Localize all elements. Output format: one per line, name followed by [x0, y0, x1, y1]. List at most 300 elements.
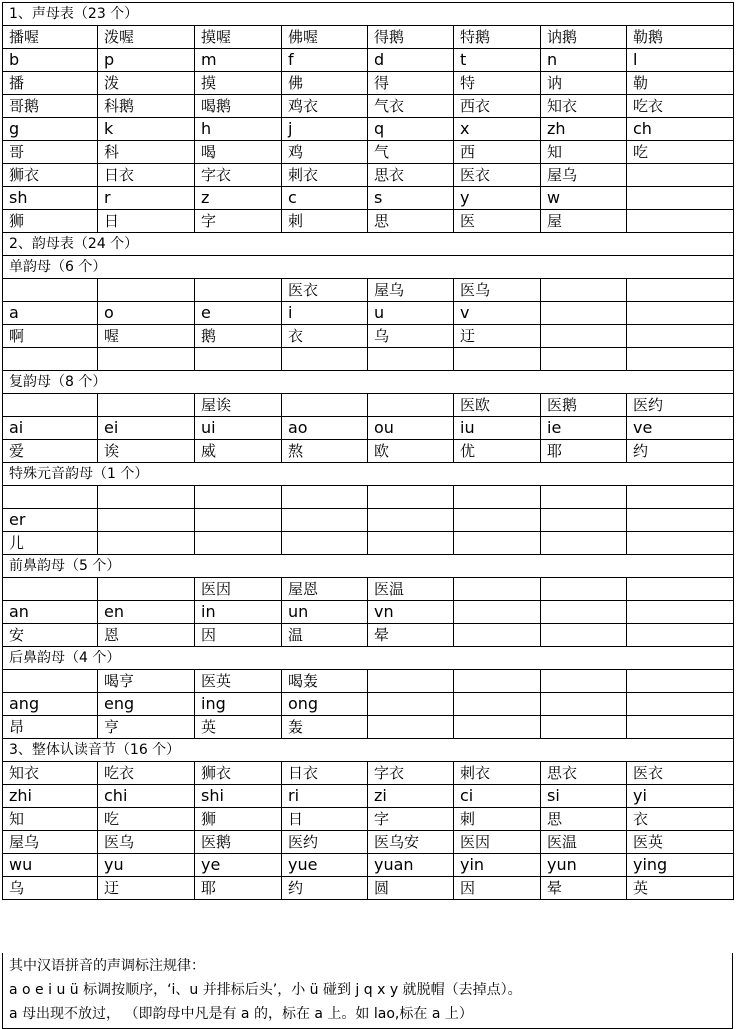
hanzi-cell — [627, 279, 734, 302]
hanzi-cell: 得 — [368, 72, 454, 95]
hanzi-cell: 温 — [282, 624, 368, 647]
hanzi-cell: 因 — [454, 877, 541, 900]
pinyin-cell: ve — [627, 417, 734, 440]
hanzi-cell — [454, 486, 541, 509]
hanzi-cell: 科 — [98, 141, 195, 164]
notes-heading: 其中汉语拼音的声调标注规律： — [9, 958, 205, 974]
pinyin-cell — [627, 187, 734, 210]
pinyin-row — [3, 693, 734, 716]
hanzi-cell — [454, 670, 541, 693]
hanzi-cell — [368, 348, 454, 371]
pinyin-cell: zhi — [3, 785, 98, 808]
hanzi-cell: 晕 — [368, 624, 454, 647]
hanzi-cell: 喝 — [195, 141, 282, 164]
hanzi-cell: 医鹅 — [195, 831, 282, 854]
pinyin-cell — [541, 302, 627, 325]
hanzi-cell: 西 — [454, 141, 541, 164]
pinyin-cell: ie — [541, 417, 627, 440]
hanzi-row — [3, 877, 734, 900]
pinyin-cell: ou — [368, 417, 454, 440]
section-title: 2、韵母表（24 个） — [3, 233, 734, 256]
pinyin-cell — [627, 601, 734, 624]
hanzi-cell: 安 — [3, 624, 98, 647]
hanzi-cell: 特 — [454, 72, 541, 95]
pinyin-cell — [627, 302, 734, 325]
hanzi-cell — [368, 670, 454, 693]
pinyin-cell — [541, 693, 627, 716]
pinyin-cell: i — [282, 302, 368, 325]
hanzi-cell: 知 — [541, 141, 627, 164]
pinyin-cell — [454, 509, 541, 532]
hanzi-row — [3, 486, 734, 509]
hanzi-cell: 思 — [541, 808, 627, 831]
hanzi-cell: 屋恩 — [282, 578, 368, 601]
pinyin-cell: in — [195, 601, 282, 624]
pinyin-cell: b — [3, 49, 98, 72]
pinyin-cell: yu — [98, 854, 195, 877]
pinyin-cell: ai — [3, 417, 98, 440]
hanzi-cell: 勒鹅 — [627, 26, 734, 49]
hanzi-cell — [282, 348, 368, 371]
hanzi-cell: 乌 — [3, 877, 98, 900]
hanzi-cell: 鸡衣 — [282, 95, 368, 118]
pinyin-cell — [627, 509, 734, 532]
hanzi-cell: 勒 — [627, 72, 734, 95]
hanzi-cell: 晕 — [541, 877, 627, 900]
hanzi-cell: 哥 — [3, 141, 98, 164]
hanzi-cell: 泼喔 — [98, 26, 195, 49]
hanzi-cell: 得鹅 — [368, 26, 454, 49]
subsection-header-row — [3, 256, 734, 279]
hanzi-cell: 特鹅 — [454, 26, 541, 49]
hanzi-cell: 英 — [195, 716, 282, 739]
pinyin-cell: f — [282, 49, 368, 72]
hanzi-cell — [195, 532, 282, 555]
pinyin-row — [3, 118, 734, 141]
hanzi-cell — [282, 486, 368, 509]
hanzi-cell: 吃衣 — [98, 762, 195, 785]
pinyin-cell: n — [541, 49, 627, 72]
hanzi-cell: 刺衣 — [454, 762, 541, 785]
hanzi-cell: 医乌 — [98, 831, 195, 854]
hanzi-cell: 屋 — [541, 210, 627, 233]
hanzi-cell — [541, 279, 627, 302]
hanzi-cell — [541, 624, 627, 647]
hanzi-cell: 刺衣 — [282, 164, 368, 187]
hanzi-cell — [3, 394, 98, 417]
hanzi-cell: 佛 — [282, 72, 368, 95]
hanzi-row — [3, 72, 734, 95]
hanzi-row — [3, 348, 734, 371]
hanzi-cell — [3, 279, 98, 302]
hanzi-cell: 喝亨 — [98, 670, 195, 693]
hanzi-cell: 狮衣 — [3, 164, 98, 187]
hanzi-cell: 讷 — [541, 72, 627, 95]
hanzi-cell: 医因 — [454, 831, 541, 854]
section-title: 3、整体认读音节（16 个） — [3, 739, 734, 762]
pinyin-row — [3, 49, 734, 72]
hanzi-row — [3, 831, 734, 854]
pinyin-cell: shi — [195, 785, 282, 808]
hanzi-cell — [282, 532, 368, 555]
hanzi-row — [3, 440, 734, 463]
hanzi-row — [3, 141, 734, 164]
hanzi-row — [3, 279, 734, 302]
hanzi-cell: 医欧 — [454, 394, 541, 417]
hanzi-cell: 思衣 — [368, 164, 454, 187]
hanzi-cell — [3, 578, 98, 601]
pinyin-cell: chi — [98, 785, 195, 808]
pinyin-cell: yin — [454, 854, 541, 877]
hanzi-cell — [195, 348, 282, 371]
hanzi-cell — [627, 532, 734, 555]
hanzi-cell — [368, 486, 454, 509]
subsection-header-row — [3, 555, 734, 578]
hanzi-cell: 播 — [3, 72, 98, 95]
hanzi-cell: 刺 — [454, 808, 541, 831]
hanzi-cell: 知衣 — [3, 762, 98, 785]
subsection-header-row — [3, 371, 734, 394]
pinyin-cell: vn — [368, 601, 454, 624]
pinyin-cell — [541, 601, 627, 624]
hanzi-cell: 气 — [368, 141, 454, 164]
hanzi-row — [3, 325, 734, 348]
hanzi-cell: 衣 — [627, 808, 734, 831]
hanzi-cell: 讷鹅 — [541, 26, 627, 49]
pinyin-cell — [627, 693, 734, 716]
hanzi-cell — [541, 532, 627, 555]
hanzi-cell — [98, 394, 195, 417]
pinyin-cell: k — [98, 118, 195, 141]
pinyin-cell: r — [98, 187, 195, 210]
pinyin-cell: o — [98, 302, 195, 325]
hanzi-cell: 西衣 — [454, 95, 541, 118]
hanzi-cell: 喝鹅 — [195, 95, 282, 118]
hanzi-row — [3, 762, 734, 785]
hanzi-cell: 医温 — [541, 831, 627, 854]
hanzi-cell: 泼 — [98, 72, 195, 95]
hanzi-cell: 吃衣 — [627, 95, 734, 118]
pinyin-cell: un — [282, 601, 368, 624]
hanzi-cell: 威 — [195, 440, 282, 463]
pinyin-cell — [368, 509, 454, 532]
section-title: 1、声母表（23 个） — [3, 3, 734, 26]
pinyin-cell: h — [195, 118, 282, 141]
subsection-title: 复韵母（8 个） — [3, 371, 734, 394]
hanzi-cell: 耶 — [195, 877, 282, 900]
hanzi-cell: 医衣 — [282, 279, 368, 302]
hanzi-cell: 狮衣 — [195, 762, 282, 785]
pinyin-cell: l — [627, 49, 734, 72]
pinyin-cell: u — [368, 302, 454, 325]
pinyin-cell: s — [368, 187, 454, 210]
hanzi-cell: 刺 — [282, 210, 368, 233]
hanzi-cell — [282, 394, 368, 417]
hanzi-cell — [98, 348, 195, 371]
hanzi-cell — [98, 532, 195, 555]
hanzi-cell: 吃 — [98, 808, 195, 831]
hanzi-row — [3, 26, 734, 49]
hanzi-cell: 狮 — [195, 808, 282, 831]
hanzi-cell — [368, 716, 454, 739]
pinyin-cell: z — [195, 187, 282, 210]
pinyin-cell: q — [368, 118, 454, 141]
hanzi-cell: 屋乌 — [368, 279, 454, 302]
hanzi-cell: 恩 — [98, 624, 195, 647]
hanzi-cell — [541, 486, 627, 509]
hanzi-cell — [454, 532, 541, 555]
pinyin-cell — [454, 693, 541, 716]
pinyin-cell: yun — [541, 854, 627, 877]
hanzi-cell — [98, 486, 195, 509]
hanzi-cell: 医 — [454, 210, 541, 233]
hanzi-row — [3, 532, 734, 555]
hanzi-cell — [541, 578, 627, 601]
hanzi-cell: 屋乌 — [541, 164, 627, 187]
hanzi-cell — [3, 348, 98, 371]
pinyin-cell — [282, 509, 368, 532]
hanzi-cell: 医因 — [195, 578, 282, 601]
pinyin-row — [3, 785, 734, 808]
pinyin-cell: en — [98, 601, 195, 624]
hanzi-row — [3, 164, 734, 187]
hanzi-cell — [627, 325, 734, 348]
hanzi-cell — [541, 325, 627, 348]
pinyin-cell: er — [3, 509, 98, 532]
hanzi-cell: 诶 — [98, 440, 195, 463]
hanzi-cell — [627, 348, 734, 371]
hanzi-cell: 乌 — [368, 325, 454, 348]
pinyin-cell: m — [195, 49, 282, 72]
subsection-title: 特殊元音韵母（1 个） — [3, 463, 734, 486]
hanzi-cell: 吃 — [627, 141, 734, 164]
hanzi-cell — [541, 348, 627, 371]
hanzi-cell — [98, 279, 195, 302]
pinyin-cell: ye — [195, 854, 282, 877]
hanzi-cell — [454, 624, 541, 647]
pinyin-row — [3, 854, 734, 877]
hanzi-cell: 啊 — [3, 325, 98, 348]
hanzi-cell — [627, 486, 734, 509]
pinyin-cell: ying — [627, 854, 734, 877]
hanzi-cell: 优 — [454, 440, 541, 463]
pinyin-cell: an — [3, 601, 98, 624]
notes-rule-line: a o e i u ü 标调按顺序，‘i、u 并排标后头’，小 ü 碰到 j q x y 就脱帽（去掉点）。 — [9, 982, 522, 998]
pinyin-cell: yi — [627, 785, 734, 808]
hanzi-cell: 字 — [195, 210, 282, 233]
hanzi-cell: 哥鹅 — [3, 95, 98, 118]
hanzi-cell: 字 — [368, 808, 454, 831]
pinyin-cell: x — [454, 118, 541, 141]
hanzi-cell: 医约 — [282, 831, 368, 854]
pinyin-cell: a — [3, 302, 98, 325]
hanzi-cell: 医英 — [627, 831, 734, 854]
hanzi-cell: 医约 — [627, 394, 734, 417]
pinyin-cell: iu — [454, 417, 541, 440]
hanzi-cell: 医衣 — [627, 762, 734, 785]
tone-rules-notes — [2, 953, 733, 1029]
pinyin-cell: sh — [3, 187, 98, 210]
pinyin-row — [3, 509, 734, 532]
hanzi-cell: 迂 — [98, 877, 195, 900]
hanzi-cell — [627, 210, 734, 233]
pinyin-cell: g — [3, 118, 98, 141]
pinyin-cell: wu — [3, 854, 98, 877]
pinyin-cell: j — [282, 118, 368, 141]
hanzi-cell: 衣 — [282, 325, 368, 348]
hanzi-cell — [454, 348, 541, 371]
pinyin-cell: ch — [627, 118, 734, 141]
hanzi-cell: 摸喔 — [195, 26, 282, 49]
hanzi-cell — [627, 578, 734, 601]
hanzi-cell — [3, 670, 98, 693]
hanzi-row — [3, 716, 734, 739]
hanzi-cell: 佛喔 — [282, 26, 368, 49]
hanzi-cell — [627, 624, 734, 647]
pinyin-cell: ong — [282, 693, 368, 716]
hanzi-cell: 英 — [627, 877, 734, 900]
pinyin-cell — [454, 601, 541, 624]
hanzi-cell: 日衣 — [98, 164, 195, 187]
hanzi-cell: 医乌安 — [368, 831, 454, 854]
subsection-title: 前鼻韵母（5 个） — [3, 555, 734, 578]
pinyin-cell: d — [368, 49, 454, 72]
hanzi-cell: 亨 — [98, 716, 195, 739]
pinyin-cell: si — [541, 785, 627, 808]
hanzi-cell: 鹅 — [195, 325, 282, 348]
pinyin-cell: ri — [282, 785, 368, 808]
hanzi-cell — [541, 670, 627, 693]
pinyin-cell — [98, 509, 195, 532]
hanzi-row — [3, 95, 734, 118]
hanzi-cell: 日 — [282, 808, 368, 831]
hanzi-cell: 摸 — [195, 72, 282, 95]
hanzi-cell: 知衣 — [541, 95, 627, 118]
notes-rule-line: a 母出现不放过， （即韵母中凡是有 a 的，标在 a 上。如 lao,标在 a 上） — [9, 1006, 473, 1022]
pinyin-cell: ao — [282, 417, 368, 440]
hanzi-cell: 喔 — [98, 325, 195, 348]
hanzi-cell — [541, 716, 627, 739]
hanzi-cell: 圆 — [368, 877, 454, 900]
pinyin-cell: v — [454, 302, 541, 325]
pinyin-cell: t — [454, 49, 541, 72]
section-header-row — [3, 739, 734, 762]
pinyin-chart-table — [2, 2, 734, 900]
hanzi-cell: 思 — [368, 210, 454, 233]
hanzi-cell — [368, 394, 454, 417]
pinyin-row — [3, 417, 734, 440]
pinyin-cell: c — [282, 187, 368, 210]
pinyin-cell: yue — [282, 854, 368, 877]
pinyin-cell: p — [98, 49, 195, 72]
hanzi-row — [3, 624, 734, 647]
hanzi-cell: 思衣 — [541, 762, 627, 785]
subsection-header-row — [3, 647, 734, 670]
hanzi-cell: 日 — [98, 210, 195, 233]
pinyin-cell: yuan — [368, 854, 454, 877]
hanzi-cell: 熬 — [282, 440, 368, 463]
hanzi-cell — [368, 532, 454, 555]
pinyin-cell: ang — [3, 693, 98, 716]
hanzi-cell — [627, 670, 734, 693]
hanzi-cell: 狮 — [3, 210, 98, 233]
pinyin-row — [3, 302, 734, 325]
hanzi-cell — [195, 279, 282, 302]
pinyin-cell: y — [454, 187, 541, 210]
hanzi-cell — [98, 578, 195, 601]
pinyin-cell: e — [195, 302, 282, 325]
hanzi-row — [3, 808, 734, 831]
hanzi-cell: 知 — [3, 808, 98, 831]
hanzi-cell: 儿 — [3, 532, 98, 555]
hanzi-row — [3, 210, 734, 233]
hanzi-cell: 昂 — [3, 716, 98, 739]
hanzi-cell: 科鹅 — [98, 95, 195, 118]
pinyin-cell: ui — [195, 417, 282, 440]
pinyin-cell — [541, 509, 627, 532]
hanzi-cell: 医温 — [368, 578, 454, 601]
hanzi-cell — [454, 716, 541, 739]
hanzi-cell: 字衣 — [195, 164, 282, 187]
hanzi-row — [3, 394, 734, 417]
hanzi-cell: 屋乌 — [3, 831, 98, 854]
hanzi-cell — [195, 486, 282, 509]
subsection-title: 后鼻韵母（4 个） — [3, 647, 734, 670]
hanzi-row — [3, 578, 734, 601]
hanzi-cell: 字衣 — [368, 762, 454, 785]
hanzi-cell: 医乌 — [454, 279, 541, 302]
hanzi-cell: 日衣 — [282, 762, 368, 785]
hanzi-cell — [3, 486, 98, 509]
hanzi-cell: 约 — [627, 440, 734, 463]
hanzi-cell: 医英 — [195, 670, 282, 693]
hanzi-cell: 医鹅 — [541, 394, 627, 417]
pinyin-cell — [195, 509, 282, 532]
pinyin-cell: ing — [195, 693, 282, 716]
pinyin-cell: zh — [541, 118, 627, 141]
pinyin-row — [3, 601, 734, 624]
pinyin-cell: eng — [98, 693, 195, 716]
hanzi-cell: 播喔 — [3, 26, 98, 49]
pinyin-cell: ei — [98, 417, 195, 440]
pinyin-cell: ci — [454, 785, 541, 808]
hanzi-cell: 屋诶 — [195, 394, 282, 417]
hanzi-cell: 医衣 — [454, 164, 541, 187]
hanzi-cell: 约 — [282, 877, 368, 900]
pinyin-row — [3, 187, 734, 210]
hanzi-cell — [627, 716, 734, 739]
hanzi-cell: 轰 — [282, 716, 368, 739]
hanzi-cell: 喝轰 — [282, 670, 368, 693]
section-header-row — [3, 233, 734, 256]
pinyin-cell — [368, 693, 454, 716]
pinyin-cell: w — [541, 187, 627, 210]
hanzi-cell — [454, 578, 541, 601]
subsection-header-row — [3, 463, 734, 486]
hanzi-cell: 鸡 — [282, 141, 368, 164]
hanzi-cell: 迂 — [454, 325, 541, 348]
section-header-row — [3, 3, 734, 26]
pinyin-cell: zi — [368, 785, 454, 808]
hanzi-cell: 气衣 — [368, 95, 454, 118]
subsection-title: 单韵母（6 个） — [3, 256, 734, 279]
hanzi-cell: 因 — [195, 624, 282, 647]
hanzi-cell: 欧 — [368, 440, 454, 463]
hanzi-cell — [627, 164, 734, 187]
hanzi-row — [3, 670, 734, 693]
hanzi-cell: 爱 — [3, 440, 98, 463]
hanzi-cell: 耶 — [541, 440, 627, 463]
